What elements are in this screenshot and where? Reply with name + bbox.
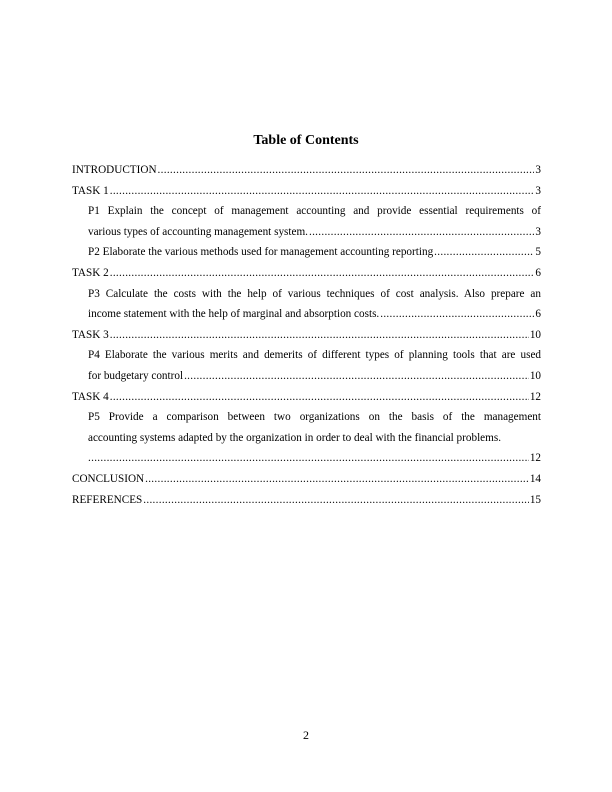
dot-leader [110,181,535,202]
toc-entry-text: TASK 1 [72,184,109,197]
toc-entry-text: TASK 4 [72,390,109,403]
toc-entry-text: P2 Elaborate the various methods used for management accounting reporting [88,246,434,259]
toc-entry-text: CONCLUSION [72,472,145,485]
toc-entry-text: income statement with the help of marginal and absorption costs. [88,308,380,321]
toc-page-number: 12 [529,452,541,465]
toc-entry-text: INTRODUCTION [72,164,157,176]
toc-entry-references[interactable] [72,490,541,511]
toc-entry-conclusion[interactable] [72,469,541,490]
toc-entry-text-line: P4 Elaborate the various merits and demerits of different types of planning tools that are used [88,349,541,362]
toc-entry-text: TASK 2 [72,266,109,279]
dot-leader [143,490,529,511]
toc-page-number: 6 [535,308,541,321]
toc-entry-p2[interactable] [88,242,541,263]
dot-leader [309,222,534,243]
toc-title: Table of Contents [253,133,359,148]
toc-entry-text-line: P3 Calculate the costs with the help of various techniques of cost analysis. Also prepare an [88,287,541,300]
dot-leader [110,263,535,284]
dot-leader [88,448,529,469]
toc-page-number: 3 [535,164,541,176]
toc-page-number: 3 [535,225,541,238]
toc-entry-text-line: P5 Provide a comparison between two organizations on the basis of the management [88,411,541,424]
dot-leader [110,387,529,408]
dot-leader [110,325,529,346]
toc-page-number: 12 [529,390,541,403]
toc-entry-text-line: P1 Explain the concept of management accounting and provide essential requirements of [88,205,541,218]
toc-entry-p1[interactable] [88,201,541,242]
toc-entry-text: for budgetary control [88,369,184,382]
toc-page-number: 10 [529,328,541,341]
table-of-contents [72,160,541,510]
toc-page-number: 10 [529,369,541,382]
toc-entry-task-2[interactable] [72,263,541,284]
toc-page-number: 5 [535,246,541,259]
toc-page-number: 15 [529,493,541,506]
dot-leader [158,160,535,181]
toc-entry-task-3[interactable] [72,325,541,346]
toc-entry-task-1[interactable] [72,181,541,202]
toc-page-number: 3 [535,184,541,197]
toc-entry-text: REFERENCES [72,493,143,506]
dot-leader [184,366,529,387]
dot-leader [434,242,534,263]
dot-leader [380,304,534,325]
toc-page-number: 6 [535,266,541,279]
page-number: 2 [303,728,309,742]
dot-leader [145,469,529,490]
toc-entry-p4[interactable] [88,345,541,386]
toc-entry-p3[interactable] [88,284,541,325]
toc-entry-introduction[interactable] [72,160,541,181]
toc-entry-text: various types of accounting management system. [88,225,308,238]
toc-entry-text-line: accounting systems adapted by the organization in order to deal with the financial problems. [88,431,501,444]
toc-entry-task-4[interactable] [72,387,541,408]
toc-entry-text: TASK 3 [72,328,109,341]
toc-page-number: 14 [529,472,541,485]
toc-entry-p5[interactable] [88,407,541,469]
